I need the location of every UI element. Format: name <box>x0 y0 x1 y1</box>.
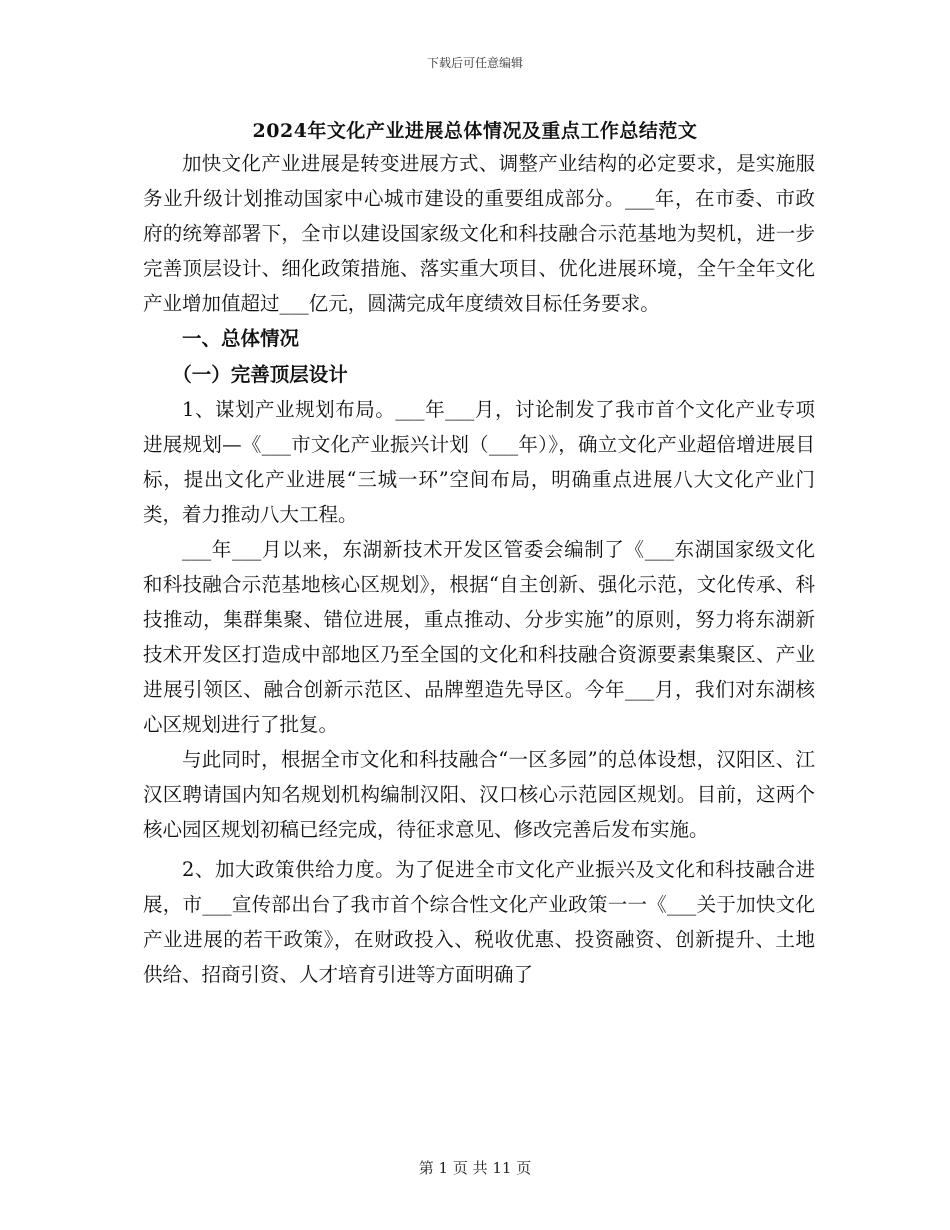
document-title: 2024年文化产业进展总体情况及重点工作总结范文 <box>252 120 698 142</box>
paragraph-donghu-planning: ___年___月以来，东湖新技术开发区管委会编制了《___东湖国家级文化和科技融合示范基地核心区规划》，根据“自主创新、强化示范，文化传承、科技推动，集群集聚、错位进展，重点推动、分步实施”的原则，努力将东湖新技术开发区打造成中部地区乃至全国的文化和科技融合资源要素集聚区、产业进展引领区、融合创新示范区、品牌塑造先导区。今年___月，我们对东湖核心区规划进行了批复。 <box>143 538 815 736</box>
paragraph-policy-supply: 2、加大政策供给力度。为了促进全市文化产业振兴及文化和科技融合进展，市___宣传部出台了我市首个综合性文化产业政策一一《___关于加快文化产业进展的若干政策》，在财政投入、税收优惠、投资融资、创新提升、土地供给、招商引资、人才培育引进等方面明确了 <box>143 858 815 986</box>
paragraph-hanyang-jianghan: 与此同时，根据全市文化和科技融合“一区多园”的总体设想，汉阳区、江汉区聘请国内知名规划机构编制汉阳、汉口核心示范园区规划。目前，这两个核心园区规划初稿已经完成，待征求意见、修改完善后发布实施。 <box>143 748 815 841</box>
page-number-footer: 第 1 页 共 11 页 <box>418 1159 532 1177</box>
page-header-note: 下载后可任意编辑 <box>426 56 523 70</box>
subsection-heading-top-level-design: （一）完善顶层设计 <box>172 363 348 386</box>
section-heading-overview: 一、总体情况 <box>182 327 300 350</box>
paragraph-industry-planning: 1、谋划产业规划布局。___年___月，讨论制发了我市首个文化产业专项进展规划—《___市文化产业振兴计划（___年）》，确立文化产业超倍增进展目标，提出文化产业进展“三城一环”空间布局，明确重点进展八大文化产业门类，着力推动八大工程。 <box>143 398 815 526</box>
intro-paragraph: 加快文化产业进展是转变进展方式、调整产业结构的必定要求，是实施服务业升级计划推动国家中心城市建设的重要组成部分。___年，在市委、市政府的统筹部署下，全市以建设国家级文化和科技融合示范基地为契机，进一步完善顶层设计、细化政策措施、落实重大项目、优化进展环境，全午全年文化产业增加值超过___亿元，圆满完成年度绩效目标任务要求。 <box>143 152 815 315</box>
document-body <box>143 146 815 992</box>
